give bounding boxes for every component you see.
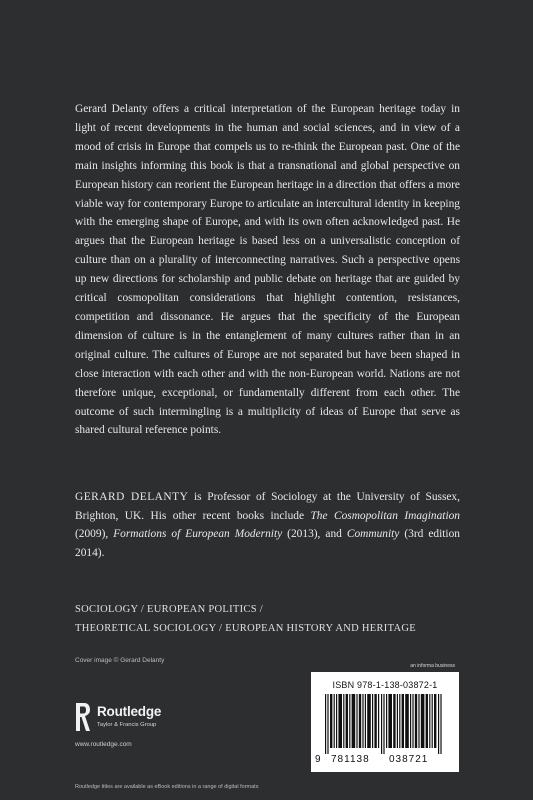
author-bio: [75, 488, 460, 563]
book-title-3: Community: [346, 528, 400, 541]
barcode-digit-first: 9: [315, 754, 322, 765]
book-blurb: Gerard Delanty offers a critical interpretation of the European heritage today in light of recent developments in the human and social sciences, and in view of a mood of crisis in Europe that compels us to re-think the European past. One of the main insights informing this book is that a transnational and global perspective on European history can reorient the European heritage in a direction that offers a more viable way for contemporary Europe to articulate an intercultural identity in keeping with the emerging shape of Europe, and with its own often acknowledged past. He argues that the European heritage is based less on a universalistic conception of culture than on a plurality of interconnecting narratives. Such a perspective opens up new directions for scholarship and public debate on heritage that are guided by critical cosmopolitan considerations that highlight contention, resistances, competition and dissonance. He argues that the specificity of the European dimension of culture is in the entanglement of many cultures rather than in an original culture. The cultures of Europe are not separated but have been shaped in close interaction with each other and with the non-European world. Nations are not therefore unique, exceptional, or fundamentally different from each other. The outcome of such intermingling is a multiplicity of ideas of Europe that serve as shared cultural reference points.: [75, 103, 460, 437]
cover-image-credit: Cover image © Gerard Delanty: [75, 657, 165, 664]
bio-text-3: (2013), and: [282, 528, 347, 541]
publisher-tagline: Taylor & Francis Group: [97, 722, 157, 728]
barcode-digits-group-2: 038721: [389, 754, 429, 765]
routledge-r-icon: [75, 702, 91, 732]
subject-line-2: THEORETICAL SOCIOLOGY / EUROPEAN HISTORY AND HERITAGE: [75, 623, 416, 634]
bio-text-1: is Professor of Sociology at the University of Sussex, Brighton, UK. His other recent books include: [75, 491, 460, 522]
publisher-name: Routledge: [97, 704, 162, 719]
publisher-url: www.routledge.com: [75, 741, 132, 748]
ebook-footnote: Routledge titles are available as eBook editions in a range of digital formats: [75, 784, 259, 790]
subject-categories: [75, 600, 470, 638]
publisher-logo: [75, 702, 225, 750]
subject-line-1: SOCIOLOGY / EUROPEAN POLITICS /: [75, 604, 263, 615]
bio-text-4: (3rd edition 2014).: [75, 528, 460, 560]
author-name: GERARD DELANTY: [75, 491, 189, 503]
barcode-digits-group-1: 781138: [331, 754, 370, 765]
book-title-1: The Cosmopolitan Imagination: [310, 509, 461, 522]
isbn-barcode: [311, 672, 459, 772]
book-title-2: Formations of European Modernity: [113, 528, 283, 541]
informa-label: an informa business: [410, 663, 455, 669]
bio-text-2: (2009),: [75, 528, 114, 541]
barcode-bars: [321, 694, 449, 754]
isbn-number: ISBN 978-1-138-03872-1: [332, 680, 438, 690]
